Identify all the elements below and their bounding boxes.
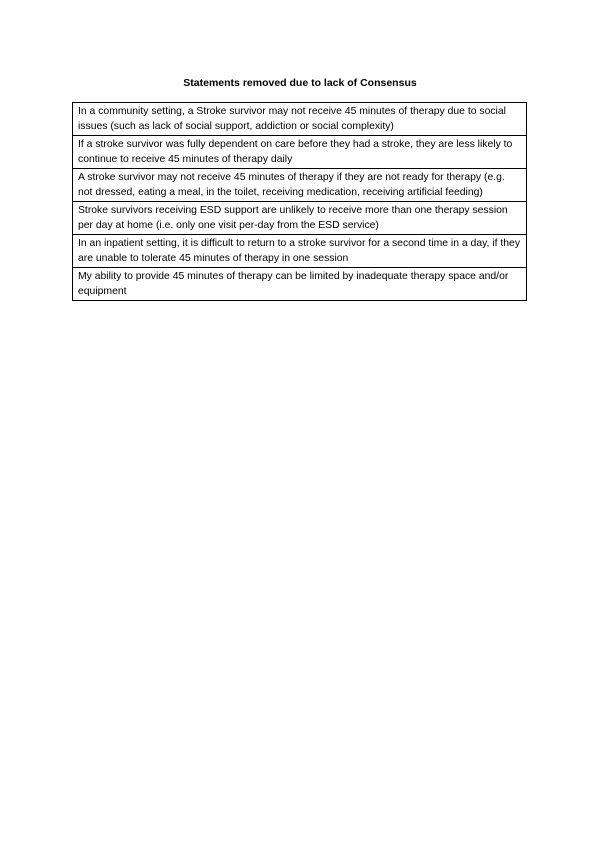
statement-cell: A stroke survivor may not receive 45 minutes of therapy if they are not ready for therapy (e.g. not dressed, eating a meal, in the toilet, receiving medication, receiving artificial feeding): [73, 169, 527, 202]
table-row: [73, 202, 527, 235]
statement-cell: If a stroke survivor was fully dependent on care before they had a stroke, they are less likely to continue to receive 45 minutes of therapy daily: [73, 136, 527, 169]
table-row: [73, 169, 527, 202]
table-row: [73, 235, 527, 268]
statement-cell: My ability to provide 45 minutes of therapy can be limited by inadequate therapy space and/or equipment: [73, 268, 527, 301]
table-row: [73, 103, 527, 136]
table-row: [73, 268, 527, 301]
statement-cell: Stroke survivors receiving ESD support are unlikely to receive more than one therapy session per day at home (i.e. only one visit per-day from the ESD service): [73, 202, 527, 235]
statement-cell: In an inpatient setting, it is difficult to return to a stroke survivor for a second time in a day, if they are unable to tolerate 45 minutes of therapy in one session: [73, 235, 527, 268]
statement-cell: In a community setting, a Stroke survivor may not receive 45 minutes of therapy due to social issues (such as lack of social support, addiction or social complexity): [73, 103, 527, 136]
statements-table: [72, 102, 527, 301]
table-row: [73, 136, 527, 169]
page-title: Statements removed due to lack of Consensus: [183, 77, 417, 89]
